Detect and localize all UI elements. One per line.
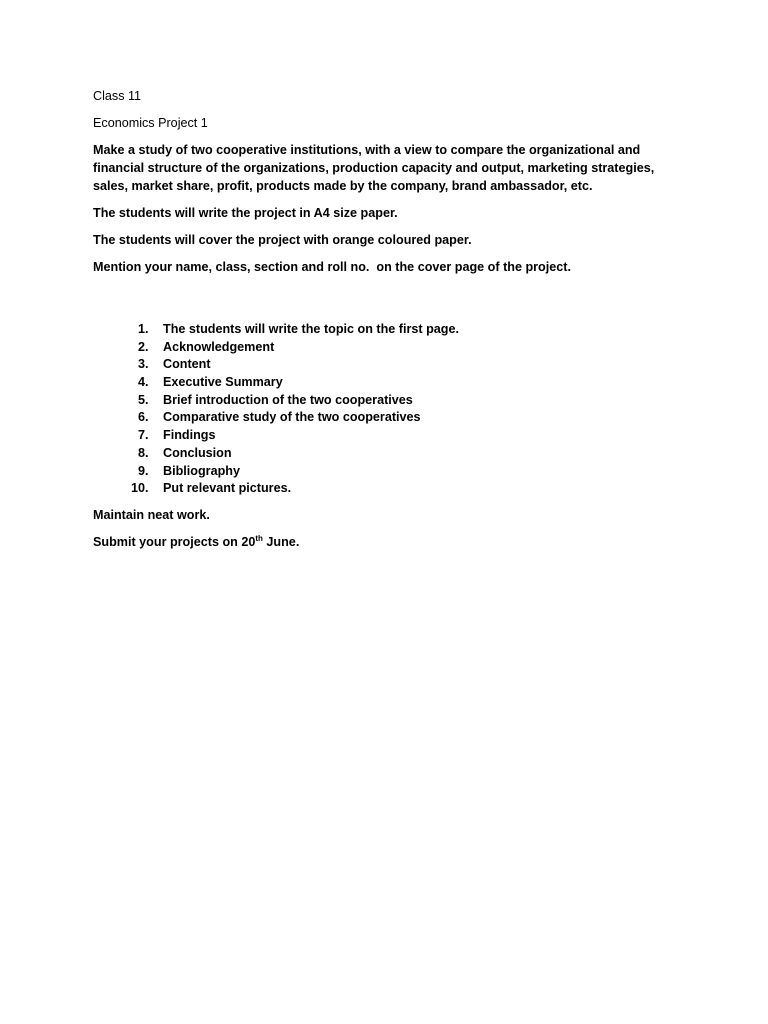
intro-paragraph: Make a study of two cooperative institutions, with a view to compare the organizational and financial structure of the organizations, production capacity and output, marketing strategies, sales, market share, profit, products made by the company, brand ambassador, etc.: [93, 143, 655, 193]
list-number: 4.: [138, 375, 149, 390]
steps-list: [93, 321, 673, 498]
list-item-text: Conclusion: [163, 445, 232, 460]
list-item-text: Put relevant pictures.: [163, 481, 292, 496]
list-item: [93, 339, 673, 357]
cover-instruction: The students will cover the project with orange coloured paper.: [93, 233, 472, 247]
list-number: 10.: [131, 481, 149, 496]
list-item: [93, 463, 673, 481]
mention-instruction: Mention your name, class, section and roll no. on the cover page of the project.: [93, 260, 571, 274]
list-number: 7.: [138, 428, 149, 443]
submit-suffix: June.: [262, 534, 300, 549]
list-item: [93, 356, 673, 374]
list-number: 8.: [138, 445, 149, 460]
list-item: [93, 321, 673, 339]
list-item-text: Comparative study of the two cooperatives: [163, 410, 421, 425]
project-title: Economics Project 1: [93, 116, 208, 130]
maintain-note: Maintain neat work.: [93, 507, 210, 522]
list-number: 2.: [138, 339, 149, 354]
list-number: 6.: [138, 410, 149, 425]
list-item-text: Executive Summary: [163, 375, 283, 390]
submit-note: [93, 533, 673, 551]
list-item: [93, 409, 673, 427]
list-item: [93, 392, 673, 410]
submit-prefix: Submit your projects on 20: [93, 534, 256, 549]
list-number: 3.: [138, 357, 149, 372]
submit-superscript: th: [255, 533, 263, 543]
list-number: 9.: [138, 463, 149, 478]
document-page: [93, 87, 673, 560]
list-item: [93, 427, 673, 445]
paper-instruction: The students will write the project in A4 size paper.: [93, 206, 398, 220]
list-item-text: Acknowledgement: [163, 339, 275, 354]
list-item-text: Brief introduction of the two cooperatives: [163, 392, 413, 407]
list-item-text: Content: [163, 357, 211, 372]
list-item-text: The students will write the topic on the first page.: [163, 322, 459, 336]
list-number: 1.: [138, 322, 149, 336]
class-label: Class 11: [93, 89, 142, 103]
list-number: 5.: [138, 392, 149, 407]
list-item: [93, 445, 673, 463]
list-item: [93, 480, 673, 498]
list-item-text: Bibliography: [163, 463, 240, 478]
list-item: [93, 374, 673, 392]
list-item-text: Findings: [163, 428, 216, 443]
blank-spacer: [93, 285, 673, 321]
